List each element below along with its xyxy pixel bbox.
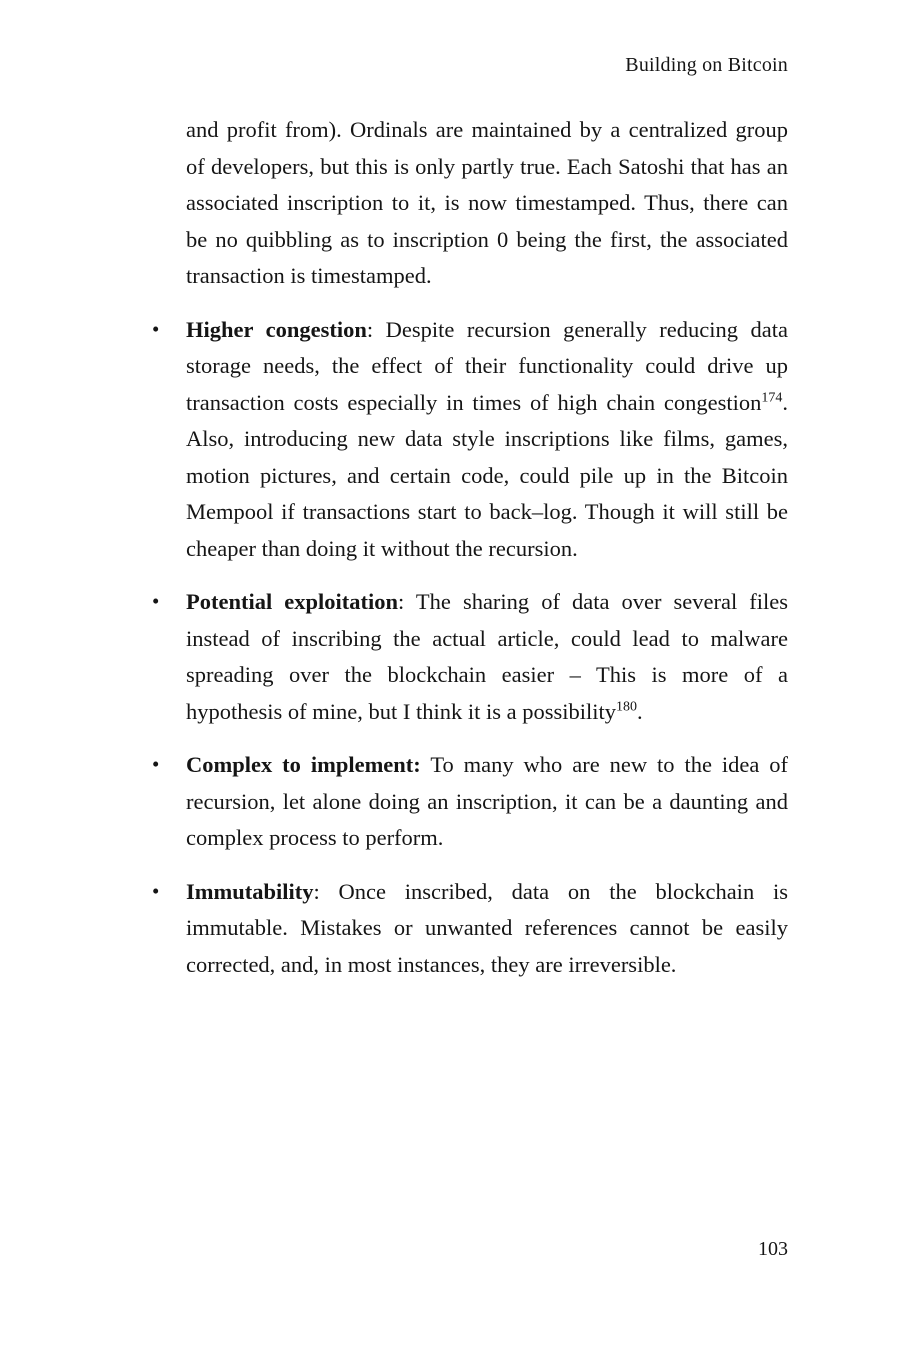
running-header: Building on Bitcoin <box>625 54 788 76</box>
list-item <box>152 312 788 568</box>
bullet-body: Despite recursion generally reducing data storage needs, the effect of their functionality could drive up transaction costs especially in times of high chain congestion <box>186 316 788 415</box>
bullet-body: The sharing of data over several files instead of inscribing the actual article, could lead to malware spreading over the blockchain easier – This is more of a hypothesis of mine, but I think it is a possibility <box>186 589 788 724</box>
bullet-list <box>152 312 788 984</box>
page-number: 103 <box>758 1238 788 1260</box>
bullet-term: Higher congestion <box>186 316 367 342</box>
footnote-ref: 180 <box>616 699 637 714</box>
footnote-ref: 174 <box>761 390 783 405</box>
intro-paragraph: and profit from). Ordinals are maintained by a centralized group of developers, but this is only partly true. Each Satoshi that has an associated inscription to it, is now timestamped. Thus, there can be no quibbling as to inscription 0 being the first, the associated transaction is timestamped. <box>186 117 788 288</box>
bullet-body: . Also, introducing new data style inscriptions like films, games, motion pictures, and certain code, could pile up in the Bitcoin Mempool if transactions start to back–log. Though it will still be cheaper than doing it without the recursion. <box>186 389 788 561</box>
bullet-separator <box>421 752 431 777</box>
bullet-term: Potential exploitation <box>186 589 399 614</box>
bullet-icon: • <box>152 589 160 613</box>
bullet-body: Once inscribed, data on the blockchain is immutable. Mistakes or unwanted references cannot be easily corrected, and, in most instances, they are irreversible. <box>186 878 788 977</box>
list-item <box>152 747 788 857</box>
page-content <box>152 112 788 983</box>
bullet-icon: • <box>152 878 160 903</box>
bullet-term: Complex to implement: <box>186 752 421 777</box>
bullet-body: To many who are new to the idea of recursion, let alone doing an inscription, it can be a daunting and complex process to perform. <box>186 752 788 850</box>
list-item <box>152 584 788 730</box>
bullet-term: Immutability <box>186 878 314 904</box>
bullet-body: . <box>637 698 643 724</box>
bullet-icon: • <box>152 316 160 341</box>
list-item <box>152 874 788 984</box>
bullet-icon: • <box>152 752 160 776</box>
bullet-separator: : <box>398 589 416 614</box>
bullet-separator: : <box>313 878 339 904</box>
bullet-separator: : <box>366 316 386 342</box>
